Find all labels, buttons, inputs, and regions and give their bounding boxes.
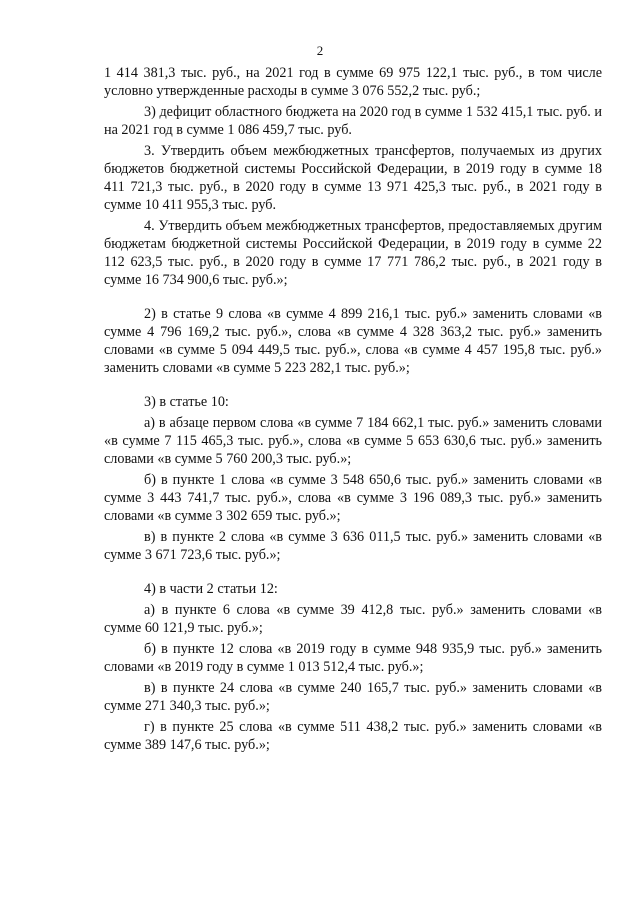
paragraph-article-12-a: а) в пункте 6 слова «в сумме 39 412,8 тыс. руб.» заменить словами «в сумме 60 121,9 тыс. руб.»; [104,602,602,636]
document-body [104,64,602,757]
paragraph-article-12-b: б) в пункте 12 слова «в 2019 году в сумме 948 935,9 тыс. руб.» заменить словами «в 2019 году в сумме 1 013 512,4 тыс. руб.»; [104,641,602,675]
paragraph-article-10: 3) в статье 10: [144,394,229,410]
paragraph-article-10-b: б) в пункте 1 слова «в сумме 3 548 650,6 тыс. руб.» заменить словами «в сумме 3 443 741,7 тыс. руб.», слова «в сумме 3 196 089,3 тыс. руб.» заменить словами «в сумме 3 302 659 тыс. руб.»; [104,472,602,524]
paragraph-article-12: 4) в части 2 статьи 12: [144,581,278,597]
paragraph-article-10-a: а) в абзаце первом слова «в сумме 7 184 662,1 тыс. руб.» заменить словами «в сумме 7 115 465,3 тыс. руб.», слова «в сумме 5 653 630,6 тыс. руб.» заменить словами «в сумме 5 760 200,3 тыс. руб.»; [104,415,602,467]
paragraph-transfers-provided: 4. Утвердить объем межбюджетных трансфертов, предоставляемых другим бюджетам бюджетной системы Российской Федерации, в 2019 году в сумме 22 112 623,5 тыс. руб., в 2020 году в сумме 17 771 786,2 тыс. руб., в 2021 году в сумме 16 734 900,6 тыс. руб.»; [104,218,602,288]
paragraph-article-12-g: г) в пункте 25 слова «в сумме 511 438,2 тыс. руб.» заменить словами «в сумме 389 147,6 тыс. руб.»; [104,719,602,753]
paragraph-article-12-v: в) в пункте 24 слова «в сумме 240 165,7 тыс. руб.» заменить словами «в сумме 271 340,3 тыс. руб.»; [104,680,602,714]
paragraph-transfers-received: 3. Утвердить объем межбюджетных трансфертов, получаемых из других бюджетов бюджетной системы Российской Федерации, в 2019 году в сумме 18 411 721,3 тыс. руб., в 2020 году в сумме 13 971 425,3 тыс. руб., в 2021 году в сумме 10 411 955,3 тыс. руб. [104,143,602,213]
page-number: 2 [316,43,324,58]
paragraph-article-9: 2) в статье 9 слова «в сумме 4 899 216,1 тыс. руб.» заменить словами «в сумме 4 796 169,2 тыс. руб.», слова «в сумме 4 328 363,2 тыс. руб.» заменить словами «в сумме 5 094 449,5 тыс. руб.», слова «в сумме 4 457 195,8 тыс. руб.» заменить словами «в сумме 5 223 282,1 тыс. руб.»; [104,306,602,376]
paragraph-deficit: 3) дефицит областного бюджета на 2020 год в сумме 1 532 415,1 тыс. руб. и на 2021 год в сумме 1 086 459,7 тыс. руб. [104,104,602,138]
paragraph-article-10-v: в) в пункте 2 слова «в сумме 3 636 011,5 тыс. руб.» заменить словами «в сумме 3 671 723,6 тыс. руб.»; [104,529,602,563]
paragraph-continuation: 1 414 381,3 тыс. руб., на 2021 год в сумме 69 975 122,1 тыс. руб., в том числе условно утвержденные расходы в сумме 3 076 552,2 тыс. руб.; [104,65,602,99]
